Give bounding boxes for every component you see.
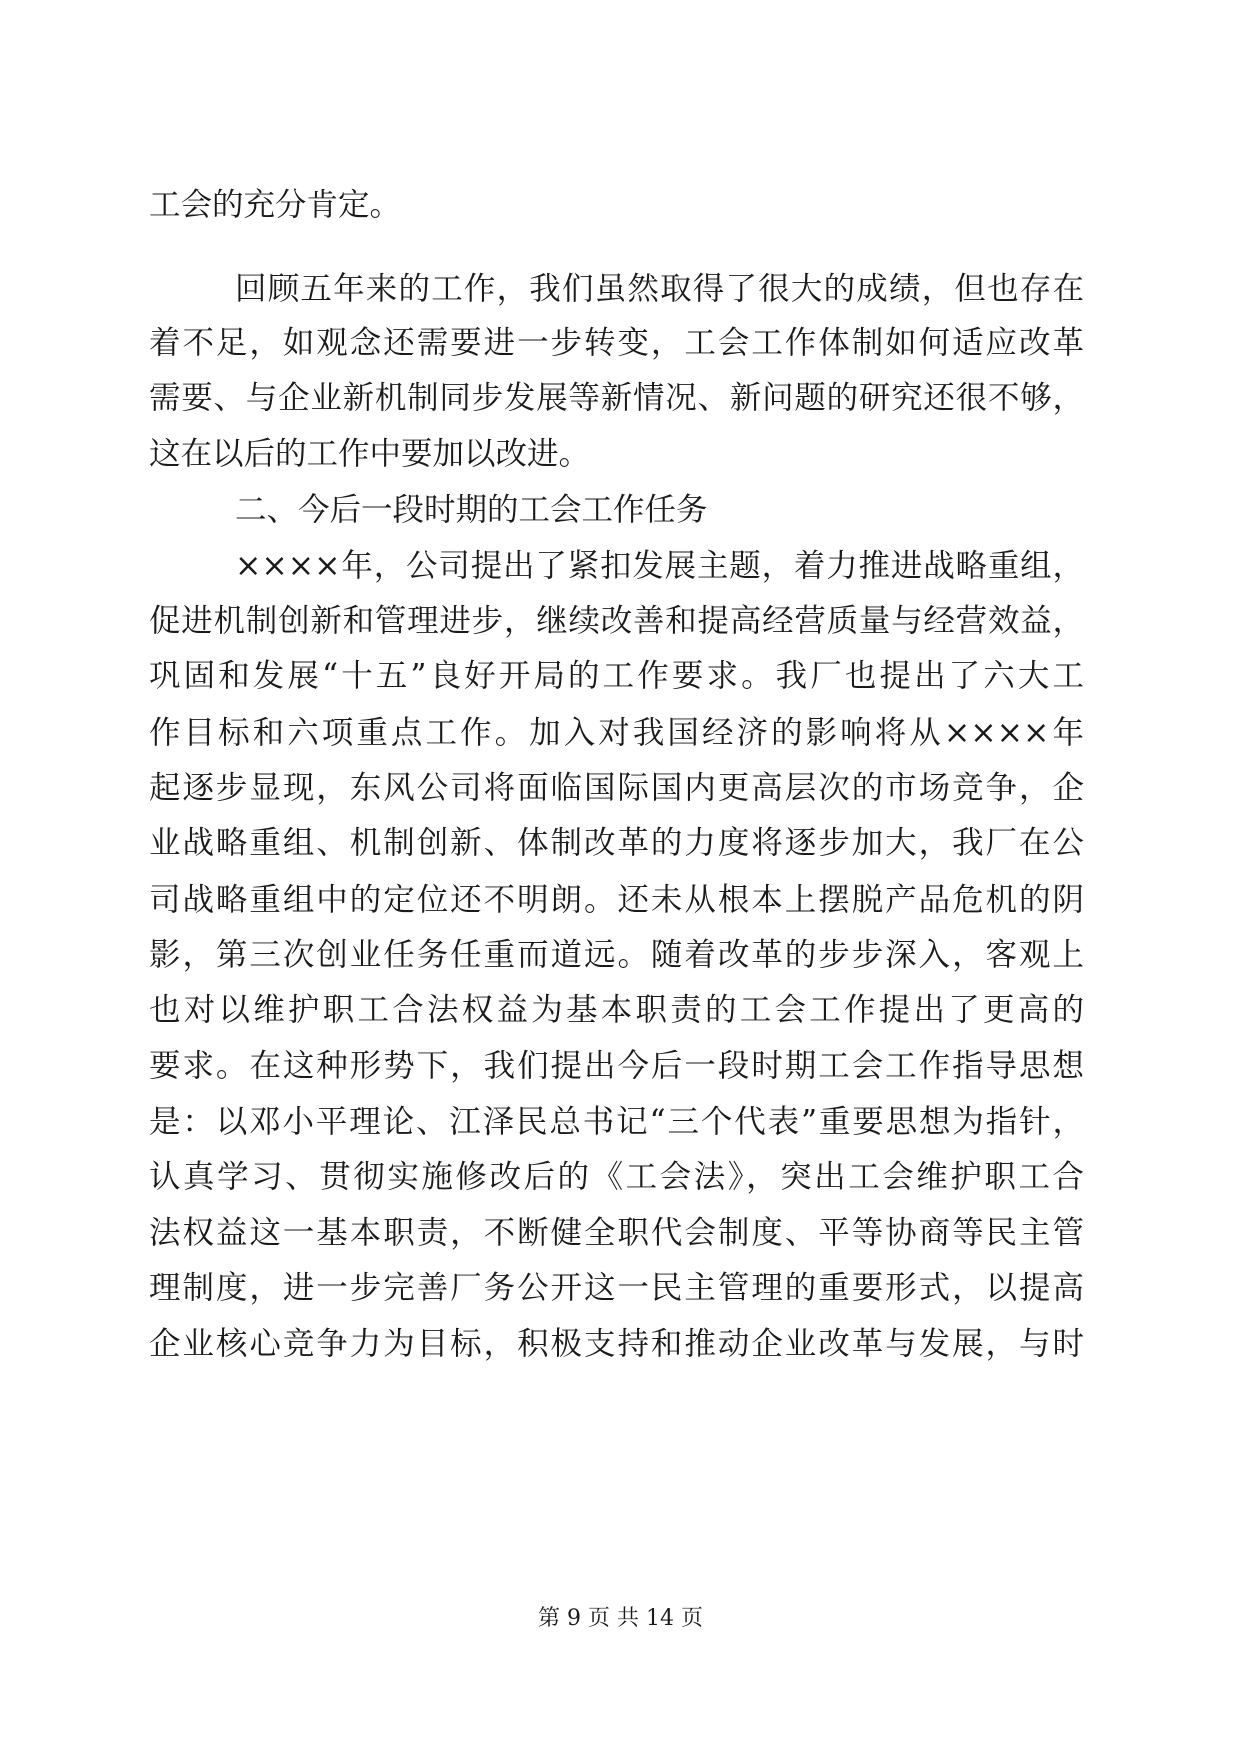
text-line: 理制度，进一步完善厂务公开这一民主管理的重要形式，以提高 [149, 1270, 1084, 1306]
text-line: 这在以后的工作中要加以改进。 [149, 436, 591, 472]
text-line: 着不足，如观念还需要进一步转变，工会工作体制如何适应改革 [149, 325, 1084, 361]
text-line: 业战略重组、机制创新、体制改革的力度将逐步加大，我厂在公 [149, 825, 1084, 861]
text-line: 需要、与企业新机制同步发展等新情况、新问题的研究还很不够， [149, 380, 1084, 416]
text-line: 企业核心竞争力为目标，积极支持和推动企业改革与发展，与时 [149, 1326, 1084, 1362]
text-line: 认真学习、贯彻实施修改后的《工会法》，突出工会维护职工合 [149, 1159, 1084, 1195]
text-line: ××××年，公司提出了紧扣发展主题，着力推进战略重组， [235, 548, 1084, 584]
text-line: 作目标和六项重点工作。加入对我国经济的影响将从××××年 [149, 715, 1084, 751]
text-line: 巩固和发展“十五”良好开局的工作要求。我厂也提出了六大工 [149, 658, 1084, 694]
section-heading: 二、今后一段时期的工会工作任务 [235, 492, 708, 528]
text-line: 是：以邓小平理论、江泽民总书记“三个代表”重要思想为指针， [149, 1104, 1084, 1140]
text-line: 法权益这一基本职责，不断健全职代会制度、平等协商等民主管 [149, 1215, 1084, 1251]
text-line: 回顾五年来的工作，我们虽然取得了很大的成绩，但也存在 [235, 271, 1084, 307]
text-line: 促进机制创新和管理进步，继续改善和提高经营质量与经营效益， [149, 603, 1084, 639]
text-line: 影，第三次创业任务任重而道远。随着改革的步步深入，客观上 [149, 937, 1084, 973]
text-line: 也对以维护职工合法权益为基本职责的工会工作提出了更高的 [149, 992, 1084, 1028]
text-line: 司战略重组中的定位还不明朗。还未从根本上摆脱产品危机的阴 [149, 882, 1084, 918]
text-line: 工会的充分肯定。 [149, 187, 402, 223]
page-footer: 第 9 页 共 14 页 [538, 1606, 703, 1631]
text-line: 要求。在这种形势下，我们提出今后一段时期工会工作指导思想 [149, 1048, 1084, 1084]
text-line: 起逐步显现，东风公司将面临国际国内更高层次的市场竞争，企 [149, 770, 1084, 806]
